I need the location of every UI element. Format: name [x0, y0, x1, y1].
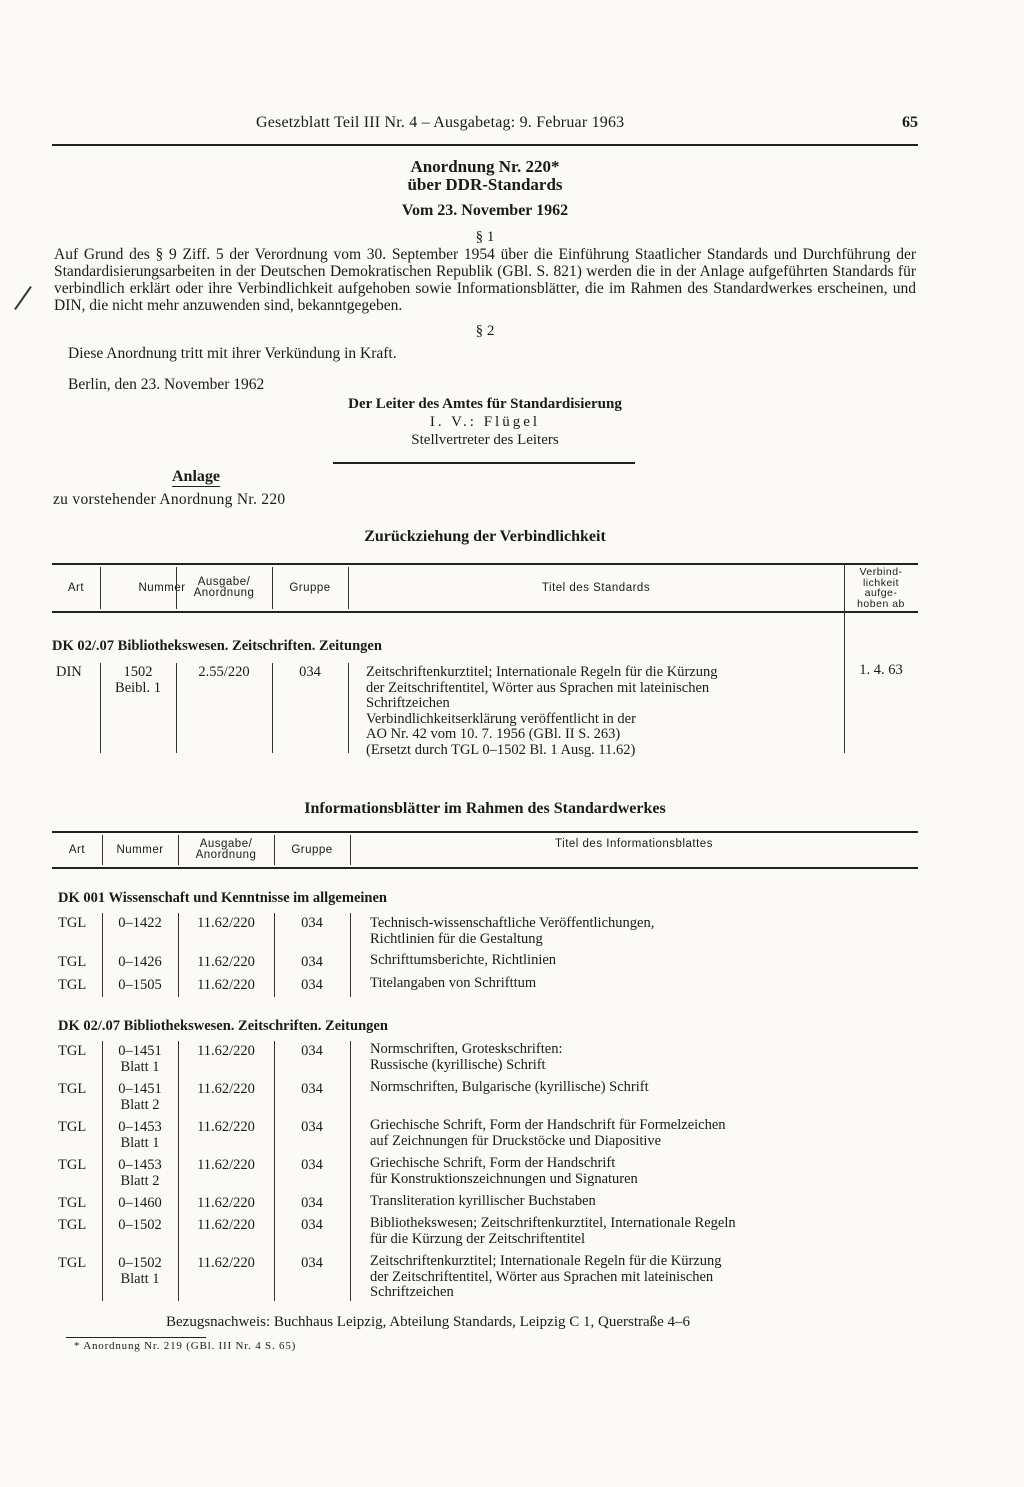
cell-art: DIN [56, 664, 82, 680]
cell-titel-line2: auf Zeichnungen für Druckstöcke und Diapositive [370, 1132, 662, 1149]
annex-title: Anlage [172, 468, 220, 485]
cell-titel-line1: Griechische Schrift, Form der Handschrift für Formelzeichen [370, 1117, 726, 1133]
cell-titel-line3: Schriftzeichen [366, 695, 450, 711]
cell-gruppe: 034 [301, 1157, 323, 1173]
section1-title: Zurückziehung der Verbindlichkeit [364, 528, 606, 545]
col-ausgabe-line2: Anordnung [193, 587, 255, 599]
cell-nummer [102, 1256, 178, 1287]
cell-titel-line4: Verbindlichkeitserklärung veröffentlicht in der [366, 710, 636, 727]
aufgehoben-divider [844, 563, 845, 753]
group-title: DK 02/.07 Bibliothekswesen. Zeitschriften. Zeitungen [58, 1018, 388, 1034]
place-date: Berlin, den 23. November 1962 [68, 376, 265, 393]
col-divider [100, 663, 101, 753]
col-aufgehoben [844, 565, 918, 611]
cell-art: TGL [58, 1157, 87, 1173]
cell-titel-line2: Richtlinien für die Gestaltung [370, 930, 543, 947]
cell-titel-line2: der Zeitschriftentitel, Wörter aus Sprachen mit lateinischen [370, 1268, 714, 1285]
cell-ausgabe: 11.62/220 [197, 1119, 255, 1135]
cell-titel-line5: AO Nr. 42 vom 10. 7. 1956 (GBl. II S. 263) [366, 726, 621, 742]
cell-gruppe: 034 [301, 1217, 323, 1233]
col-divider [178, 1041, 179, 1301]
table-header [52, 563, 918, 613]
signature-block [280, 395, 690, 449]
col-divider [348, 663, 349, 753]
cell-nummer-line2: Blatt 2 [120, 1096, 160, 1113]
cell-titel: Titelangaben von Schrifttum [370, 975, 537, 991]
cell-titel-line1: Zeitschriftenkurztitel; Internationale Regeln für die Kürzung [370, 1253, 722, 1269]
decree-title-line2: über DDR-Standards [407, 175, 563, 194]
cell-titel [366, 665, 844, 758]
col-divider [176, 663, 177, 753]
cell-ausgabe: 11.62/220 [197, 1255, 255, 1271]
cell-titel-line1: Bibliothekswesen; Zeitschriftenkurztitel, Internationale Regeln [370, 1215, 736, 1231]
supply-note: Bezugsnachweis: Buchhaus Leipzig, Abteilung Standards, Leipzig C 1, Querstraße 4–6 [166, 1314, 691, 1330]
col-divider [102, 913, 103, 997]
hdr-divider [272, 567, 273, 609]
cell-aufgehoben: 1. 4. 63 [859, 662, 903, 678]
group-title: DK 001 Wissenschaft und Kenntnisse im allgemeinen [58, 890, 387, 906]
col-divider [350, 913, 351, 997]
cell-nummer-line2: Blatt 1 [120, 1134, 160, 1151]
cell-titel-line1: Normschriften, Groteskschriften: [370, 1041, 563, 1057]
cell-titel [370, 916, 654, 947]
paragraph-1-text: Auf Grund des § 9 Ziff. 5 der Verordnung vom 30. September 1954 über die Einführung Staatlicher Standards und Durchführung der Standardisierungsarbeiten in der Deutschen Demokratischen Republik (GBl. S. 821) werden die in der Anlage aufgeführten Standards für verbindlich erklärt oder ihre Verbindlichkeit aufgehoben sowie Informationsblätter, die im Rahmen des Standardwerkes erscheinen, und DIN, die nicht mehr anzuwenden sind, bekanntgegeben. [54, 246, 916, 314]
cell-nummer: 0–1505 [118, 977, 162, 993]
section2-title: Informationsblätter im Rahmen des Standardwerkes [304, 800, 666, 817]
cell-art: TGL [58, 1255, 87, 1271]
hdr-divider [178, 835, 179, 865]
cell-titel [370, 1156, 638, 1187]
footnote: * Anordnung Nr. 219 (GBl. III Nr. 4 S. 65) [74, 1340, 297, 1352]
header-title: Gesetzblatt Teil III Nr. 4 – Ausgabetag: 9. Februar 1963 [256, 114, 625, 131]
cell-art: TGL [58, 1119, 87, 1135]
decree-title-line1: Anordnung Nr. 220* [410, 157, 560, 176]
cell-nummer-line1: 0–1451 [118, 1081, 162, 1097]
hdr-divider [176, 567, 177, 609]
hdr-divider [102, 835, 103, 865]
cell-nummer-line1: 0–1502 [118, 1255, 162, 1271]
col-nummer: Nummer [116, 843, 164, 856]
cell-ausgabe: 11.62/220 [197, 977, 255, 993]
cell-titel: Normschriften, Bulgarische (kyrillische) Schrift [370, 1079, 649, 1095]
col-divider [274, 1041, 275, 1301]
decree-date: Vom 23. November 1962 [401, 202, 569, 219]
header-rule [52, 144, 918, 146]
cell-titel [370, 1118, 726, 1149]
col-ausgabe-line2: Anordnung [195, 849, 257, 861]
cell-gruppe: 034 [301, 1043, 323, 1059]
hdr-divider [274, 835, 275, 865]
signer-role: Stellvertreter des Leiters [411, 432, 559, 448]
cell-art: TGL [58, 1043, 87, 1059]
hdr-divider [348, 567, 349, 609]
page-header [52, 112, 918, 134]
cell-titel-line2: für Konstruktionszeichnungen und Signaturen [370, 1170, 638, 1187]
col-divider [102, 1041, 103, 1301]
col-titel: Titel des Standards [541, 581, 651, 594]
cell-titel [370, 1042, 562, 1073]
cell-nummer: 0–1426 [118, 954, 162, 970]
col-gruppe: Gruppe [291, 843, 333, 856]
cell-ausgabe: 11.62/220 [197, 1043, 255, 1059]
cell-art: TGL [58, 1081, 87, 1097]
col-ausgabe-line1: Ausgabe/ [199, 838, 253, 850]
cell-gruppe: 034 [301, 915, 323, 931]
cell-nummer-line2: Beibl. 1 [115, 679, 161, 696]
cell-nummer [102, 1158, 178, 1189]
cell-gruppe: 034 [301, 1195, 323, 1211]
page-number: 65 [902, 114, 918, 131]
cell-nummer-line1: 1502 [123, 664, 153, 680]
cell-nummer [102, 1044, 178, 1075]
cell-art: TGL [58, 915, 87, 931]
cell-ausgabe: 11.62/220 [197, 954, 255, 970]
paragraph-2-text: Diese Anordnung tritt mit ihrer Verkündung in Kraft. [68, 345, 397, 362]
group-title: DK 02/.07 Bibliothekswesen. Zeitschriften. Zeitungen [52, 638, 382, 654]
info-sheets-table [52, 831, 918, 1311]
withdrawal-table [52, 563, 918, 759]
cell-ausgabe: 11.62/220 [197, 915, 255, 931]
col-aufgehoben-line4: hoben ab [857, 597, 905, 610]
cell-nummer-line2: Blatt 1 [120, 1058, 160, 1075]
col-ausgabe [176, 565, 272, 611]
col-art: Art [67, 581, 85, 594]
cell-titel-line3: Schriftzeichen [370, 1284, 454, 1300]
cell-ausgabe: 11.62/220 [197, 1195, 255, 1211]
cell-titel [370, 1254, 722, 1301]
cell-titel: Schrifttumsberichte, Richtlinien [370, 952, 557, 968]
col-nummer: Nummer [138, 581, 186, 594]
col-divider [350, 1041, 351, 1301]
cell-ausgabe: 11.62/220 [197, 1157, 255, 1173]
cell-titel-line2: der Zeitschriftentitel, Wörter aus Sprachen mit lateinischen [366, 679, 710, 696]
cell-gruppe: 034 [299, 664, 321, 680]
cell-nummer-line1: 0–1453 [118, 1157, 162, 1173]
col-art: Art [68, 843, 86, 856]
cell-nummer: 0–1460 [118, 1195, 162, 1211]
col-gruppe: Gruppe [289, 581, 331, 594]
cell-ausgabe: 11.62/220 [197, 1081, 255, 1097]
hdr-divider [350, 835, 351, 865]
cell-titel-line1: Griechische Schrift, Form der Handschrift [370, 1155, 616, 1171]
paragraph-1-mark: § 1 [475, 229, 495, 245]
cell-nummer [102, 1120, 178, 1151]
cell-ausgabe: 2.55/220 [198, 664, 250, 680]
table-header [52, 831, 918, 869]
cell-nummer-line1: 0–1453 [118, 1119, 162, 1135]
cell-nummer: 0–1502 [118, 1217, 162, 1233]
cell-art: TGL [58, 1217, 87, 1233]
col-aufgehoben-line1: Verbind- [859, 566, 903, 578]
cell-gruppe: 034 [301, 977, 323, 993]
col-aufgehoben-line3: aufge- [864, 587, 898, 599]
annex-subtitle: zu vorstehender Anordnung Nr. 220 [53, 491, 286, 508]
cell-nummer: 0–1422 [118, 915, 162, 931]
col-divider [272, 663, 273, 753]
cell-gruppe: 034 [301, 1255, 323, 1271]
decree-title [52, 158, 918, 194]
cell-art: TGL [58, 954, 87, 970]
cell-gruppe: 034 [301, 1081, 323, 1097]
col-divider [178, 913, 179, 997]
cell-titel: Transliteration kyrillischer Buchstaben [370, 1193, 596, 1209]
cell-nummer-line1: 0–1451 [118, 1043, 162, 1059]
col-titel: Titel des Informationsblattes [555, 838, 713, 850]
cell-titel-line1: Technisch-wissenschaftliche Veröffentlichungen, [370, 915, 655, 931]
footnote-rule [66, 1337, 206, 1338]
cell-gruppe: 034 [301, 1119, 323, 1135]
signature-rule [333, 462, 635, 464]
cell-art: TGL [58, 1195, 87, 1211]
cell-ausgabe: 11.62/220 [197, 1217, 255, 1233]
hdr-divider [100, 567, 101, 609]
col-aufgehoben-line2: lichkeit [862, 576, 900, 589]
paragraph-2-mark: § 2 [475, 323, 495, 339]
col-ausgabe [178, 833, 274, 867]
margin-mark [14, 286, 32, 310]
cell-nummer [102, 1082, 178, 1113]
cell-nummer-line2: Blatt 2 [120, 1172, 160, 1189]
cell-nummer [100, 665, 176, 696]
cell-titel-line6: (Ersetzt durch TGL 0–1502 Bl. 1 Ausg. 11.62) [366, 741, 636, 758]
cell-gruppe: 034 [301, 954, 323, 970]
signer-name: I. V.: Flügel [429, 414, 541, 430]
cell-titel [370, 1216, 736, 1247]
col-ausgabe-line1: Ausgabe/ [197, 576, 251, 588]
col-divider [274, 913, 275, 997]
signer-title: Der Leiter des Amtes für Standardisierung [348, 396, 622, 412]
cell-nummer-line2: Blatt 1 [120, 1270, 160, 1287]
cell-titel-line2: Russische (kyrillische) Schrift [370, 1056, 546, 1073]
cell-titel-line1: Zeitschriftenkurztitel; Internationale Regeln für die Kürzung [366, 664, 718, 680]
cell-titel-line2: für die Kürzung der Zeitschriftentitel [370, 1230, 586, 1247]
cell-art: TGL [58, 977, 87, 993]
